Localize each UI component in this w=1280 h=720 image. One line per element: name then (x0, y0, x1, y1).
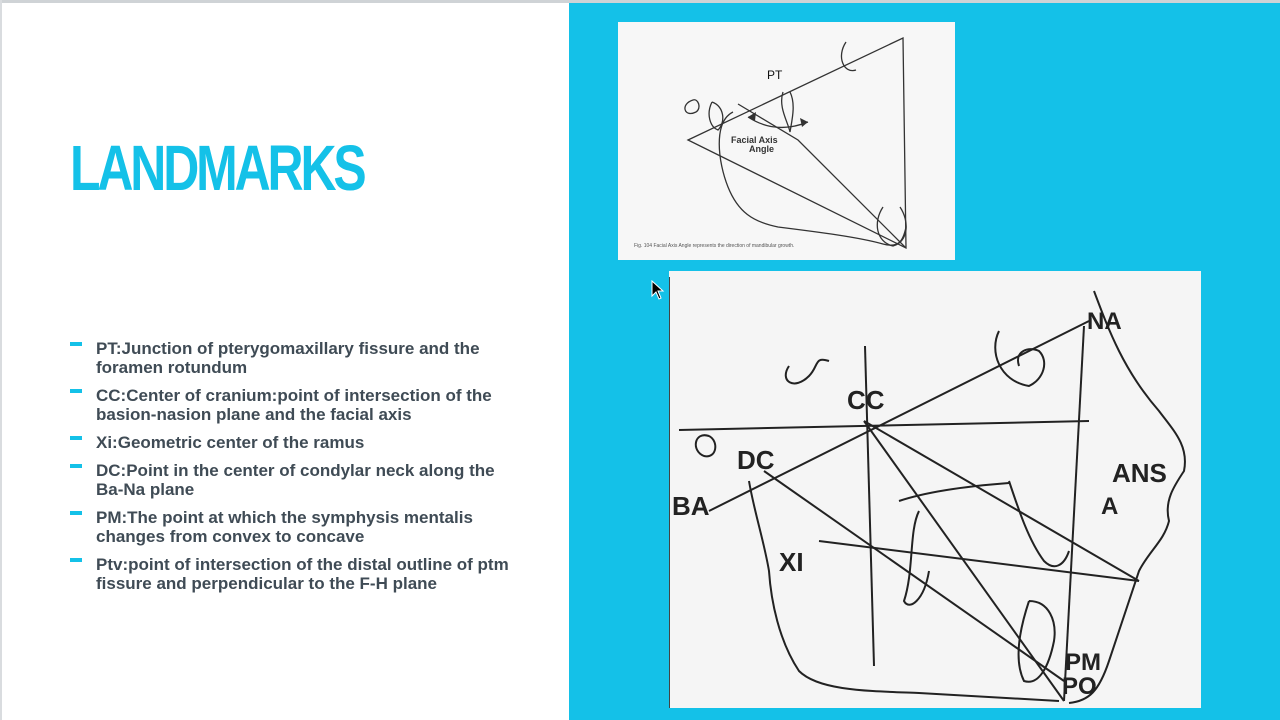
bullet-item (70, 433, 515, 452)
ba-label: BA (672, 491, 710, 521)
dc-label: DC (737, 445, 775, 475)
dash-bullet-icon (70, 342, 82, 346)
pt-label: PT (767, 68, 783, 82)
dash-bullet-icon (70, 464, 82, 468)
facial-axis-drawing (618, 22, 955, 260)
angle-arc (748, 117, 808, 127)
bullet-item (70, 386, 515, 424)
na-label: NA (1087, 308, 1122, 335)
facial-triangle (688, 38, 906, 248)
bullet-text: DC:Point in the center of condylar neck along the Ba-Na plane (96, 461, 495, 499)
dash-bullet-icon (70, 511, 82, 515)
chin-contour (877, 207, 906, 246)
cephalometric-drawing (669, 271, 1201, 708)
bullet-text: PT:Junction of pterygomaxillary fissure and the foramen rotundum (96, 339, 480, 377)
sella-contour (786, 360, 829, 384)
bullet-text: Ptv:point of intersection of the distal outline of ptm fissure and perpendicular to the F-H plane (96, 555, 509, 593)
molar-contour (904, 511, 929, 605)
angle-label-line2: Angle (749, 144, 775, 154)
mandible-outline (719, 112, 906, 245)
po-label: PO (1062, 673, 1097, 700)
slide-title: LANDMARKS (70, 132, 364, 204)
bullet-text: CC:Center of cranium:point of intersection of the basion-nasion plane and the facial axis (96, 386, 492, 424)
left-border (0, 0, 2, 720)
bullet-text: PM:The point at which the symphysis mentalis changes from convex to concave (96, 508, 473, 546)
dash-bullet-icon (70, 558, 82, 562)
bullet-item (70, 555, 515, 593)
pm-label: PM (1065, 649, 1101, 676)
mandible-outline (749, 481, 1059, 701)
dash-bullet-icon (70, 389, 82, 393)
orbit-contour (709, 102, 723, 130)
orbit-contour (995, 331, 1044, 386)
bullet-item (70, 461, 515, 499)
figure-caption: Fig. 104 Facial Axis Angle represents the direction of mandibular growth. (634, 243, 795, 249)
bullet-item (70, 508, 515, 546)
cc-label: CC (847, 385, 885, 415)
facial-axis-figure (618, 22, 955, 260)
dash-bullet-icon (70, 436, 82, 440)
bullet-text: Xi:Geometric center of the ramus (96, 433, 365, 452)
xi-label: XI (779, 547, 804, 577)
a-label: A (1101, 493, 1119, 520)
mouse-pointer-icon (651, 280, 665, 300)
cephalometric-tracing-figure (669, 271, 1201, 708)
skull-contour (685, 100, 699, 114)
xi-line (819, 541, 1139, 581)
porion-contour (696, 435, 716, 456)
arrow-head-right (800, 118, 808, 127)
soft-tissue-profile (1069, 291, 1185, 703)
cc-ans-line (864, 421, 1139, 581)
bullet-item (70, 339, 515, 377)
angle-label-line1: Facial Axis (731, 135, 778, 145)
fh-plane-line (679, 421, 1089, 430)
facial-axis-line (738, 104, 906, 248)
ans-label: ANS (1112, 458, 1167, 488)
bullet-list (70, 339, 515, 602)
na-pog-line (1064, 326, 1084, 701)
